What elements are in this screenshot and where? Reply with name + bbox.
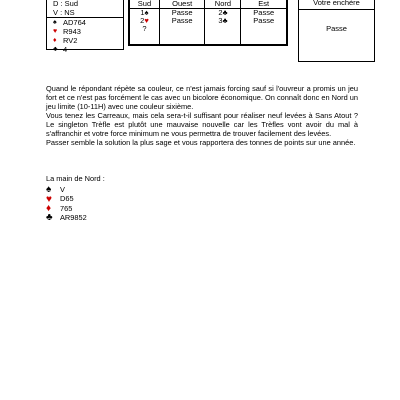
bid-nord-1: 2♣ [218,8,228,17]
explanation-paragraph-3: Passer semble la solution la plus sage et vous rapportera des tonnes de points sur une année. [46,138,356,147]
north-suit-clubs [46,213,105,222]
auction-table [128,0,288,46]
bid-sud-1: 1♠ [140,8,149,17]
north-suit-spades [46,185,105,194]
auction-header-ouest: Ouest [159,0,205,9]
heart-icon: ♥ [53,28,58,35]
club-icon: ♣ [222,16,228,25]
hand-suit-spades [47,18,123,27]
north-suit-hearts [46,194,105,203]
north-cards-hearts: D65 [60,194,74,204]
hand-suit-diamonds [47,36,123,45]
auction-col-est [241,9,287,45]
answer-box [298,0,375,62]
auction-header-est: Est [241,0,287,9]
north-hand-title: La main de Nord : [46,174,105,183]
hand-cards-clubs: 4 [63,45,68,54]
hand-cards-spades: AD764 [63,18,86,27]
explanation-paragraph-2: Vous tenez les Carreaux, mais cela sera-t-il suffisant pour réaliser neuf levées à Sans Atout ? Le singleton Trèfle est plutôt une mauvaise nouvelle car les Trèfles vont avoir du mal à s'affranchir et votre force minimum ne vous permettra de trouver facilement des levées. [46,111,358,138]
hand-suit-clubs [47,45,123,54]
dealer-label: D : Sud [53,0,79,8]
auction-col-ouest [159,9,205,45]
auction-col-sud [130,9,160,45]
bid-est-1: Passe [253,8,275,17]
bid-sud-2: 2♥ [140,16,149,25]
hand-cards-hearts: R943 [63,27,81,36]
answer-header: Votre enchère [299,0,374,10]
auction-header-sud: Sud [130,0,160,9]
heart-icon: ♥ [46,193,52,205]
vulnerability-label: V : NS [47,8,123,18]
bid-est-2: Passe [253,16,275,25]
bid-ouest-1: Passe [171,8,193,17]
explanation-text [46,84,358,147]
auction-col-nord [205,9,241,45]
hand-suit-hearts [47,27,123,36]
heart-icon: ♥ [144,16,149,25]
north-cards-diamonds: 765 [60,203,73,213]
spade-icon: ♠ [144,8,149,17]
hand-cards-diamonds: RV2 [63,36,78,45]
diamond-icon: ♦ [46,202,52,214]
north-cards-spades: V [60,185,65,195]
auction-header-nord: Nord [205,0,241,9]
spade-icon: ♠ [46,184,52,196]
north-cards-clubs: AR9852 [60,212,87,222]
bid-nord-2: 3♣ [218,16,228,25]
club-icon: ♣ [222,8,228,17]
diamond-icon: ♦ [53,37,57,44]
bid-ouest-2: Passe [171,16,193,25]
bid-sud-3: ? [142,24,147,33]
club-icon: ♣ [53,46,58,53]
explanation-paragraph-1: Quand le répondant répète sa couleur, ce n'est jamais forcing sauf si l'ouvreur a promis un jeu fort et ce n'est pas forcément le cas avec un bicolore économique. On connaît donc en Nord un jeu limite (10-11H) avec une couleur sixième. [46,84,358,111]
north-hand [46,174,105,222]
club-icon: ♣ [46,211,53,223]
spade-icon: ♠ [53,19,57,26]
north-suit-diamonds [46,204,105,213]
south-hand-box [46,0,124,54]
answer-value: Passe [326,24,347,33]
